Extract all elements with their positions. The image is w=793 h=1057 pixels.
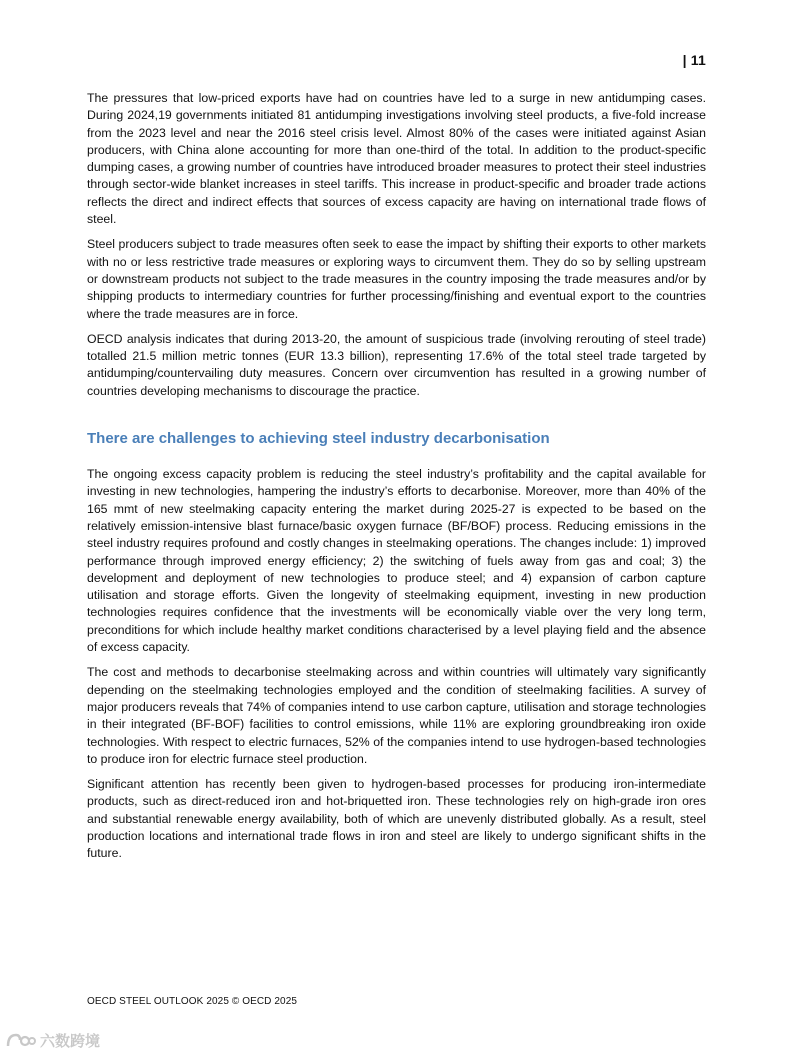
page-number: | 11	[682, 52, 706, 68]
paragraph: Significant attention has recently been given to hydrogen-based processes for producing iron-intermediate products, such as direct-reduced iron and hot-briquetted iron. These technologies rely on high-grade iron ores and substantial renewable energy availability, both of which are unevenly distributed globally. As a result, steel production locations and international trade flows in iron and steel are likely to undergo significant shifts in the future.	[87, 777, 706, 861]
paragraph: Steel producers subject to trade measures often seek to ease the impact by shifting their exports to other markets with no or less restrictive trade measures or exploring ways to circumvent them. They do so by selling upstream or downstream products not subject to the trade measures in the country imposing the trade measures and/or by shipping products to intermediary countries for further processing/finishing and eventual export to the countries where the trade measures are in force.	[87, 237, 706, 321]
watermark	[6, 1030, 100, 1051]
document-body	[87, 90, 706, 871]
trade-measures-section	[87, 90, 706, 400]
paragraph: OECD analysis indicates that during 2013-20, the amount of suspicious trade (involving rerouting of steel trade) totalled 21.5 million metric tonnes (EUR 13.3 billion), representing 17.6% of the total steel trade targeted by antidumping/countervailing duty measures. Concern over circumvention has resulted in a growing number of countries developing mechanisms to discourage the practice.	[87, 331, 706, 398]
page-footer: OECD STEEL OUTLOOK 2025 © OECD 2025	[87, 996, 298, 1007]
paragraph: The pressures that low-priced exports have had on countries have led to a surge in new antidumping cases. During 2024,19 governments initiated 81 antidumping investigations involving steel products, a five-fold increase from the 2023 level and near the 2016 steel crisis level. Almost 80% of the cases were initiated against Asian producers, with China alone accounting for more than one-third of the total. In addition to the product-specific dumping cases, a growing number of countries have introduced broader measures to protect their steel industries through sector-wide blanket increases in steel tariffs. This increase in product-specific and broader trade actions reflects the direct and indirect effects that sources of excess capacity are having on international trade flows of steel.	[87, 91, 706, 227]
decarbonisation-section	[87, 429, 706, 863]
watermark-text: 六数跨境	[40, 1033, 101, 1050]
section-heading: There are challenges to achieving steel industry decarbonisation	[87, 430, 550, 448]
watermark-logo-icon	[6, 1032, 36, 1050]
paragraph: The cost and methods to decarbonise steelmaking across and within countries will ultimately vary significantly depending on the steelmaking technologies employed and the condition of steelmaking facilities. A survey of major producers reveals that 74% of companies intend to use carbon capture, utilisation and storage technologies in their integrated (BF-BOF) facilities to control emissions, while 11% are exploring groundbreaking iron oxide technologies. With respect to electric furnaces, 52% of the companies intend to use hydrogen-based technologies to produce iron for electric furnace steel production.	[87, 665, 706, 766]
paragraph: The ongoing excess capacity problem is reducing the steel industry’s profitability and the capital available for investing in new technologies, hampering the industry’s efforts to decarbonise. Moreover, more than 40% of the 165 mmt of new steelmaking capacity entering the market during 2025-27 is expected to be based on the relatively emission-intensive blast furnace/basic oxygen furnace (BF/BOF) process. Reducing emissions in the steel industry requires profound and costly changes in steelmaking operations. The changes include: 1) improved performance through improved energy efficiency; 2) the switching of fuels away from gas and coal; 3) the development and deployment of new technologies to produce steel; and 4) expansion of carbon capture utilisation and storage efforts. Given the longevity of steelmaking equipment, investing in new production technologies requires confidence that the investments will be economically viable over the very long term, preconditions for which include healthy market conditions characterised by a level playing field and the absence of excess capacity.	[87, 467, 706, 655]
